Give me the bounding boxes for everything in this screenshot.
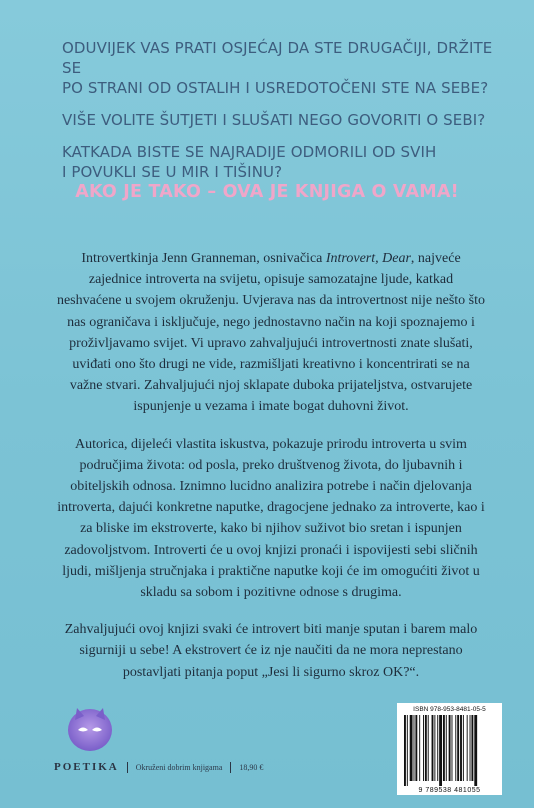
barcode-bar (449, 715, 451, 781)
barcode-bar (415, 715, 417, 781)
paragraph-1 (56, 248, 486, 418)
paragraph-1-start: Introvertkinja Jenn Granneman, osnivačica (81, 251, 326, 266)
barcode-bar (434, 715, 435, 781)
barcode-bar (428, 715, 429, 781)
barcode-bar (425, 715, 427, 781)
barcode-bar (437, 715, 438, 781)
barcode-bar (423, 715, 424, 781)
barcode-bar (432, 715, 434, 781)
book-title-reference: Introvert, Dear (325, 251, 411, 266)
headline: AKO JE TAKO – OVA JE KNJIGA O VAMA! (75, 182, 459, 202)
paragraph-2: Autorica, dijeleći vlastita iskustva, pokazuje prirodu introverta u svim područjima života: od posla, preko društvenog života, do ljubavnih i obiteljskih odnosa. Iznimno lucidno analizira potrebe i način djelovanja introverta, dajući konkretne naputke, dragocjene jednako za introverte, kao i za bliske im ekstroverte, kako bi njihov suživot bio sretan i ispunjen zadovoljstvom. Introverti će u ovoj knjizi pronaći i ispovijesti sebi sličnih ljudi, mišljenja stručnjaka i praktične naputke koji će im omogućiti život u skladu sa sobom i pozitivne odnose s drugima. (57, 436, 485, 601)
barcode-box (397, 703, 502, 795)
question-3: KATKADA BISTE SE NAJRADIJE ODMORILI OD SVIH I POVUKLI SE U MIR I TIŠINU? (62, 143, 437, 181)
barcode-icon (401, 714, 498, 786)
barcode-bar (414, 715, 415, 781)
footer-divider (127, 762, 128, 773)
isbn-label: ISBN 978-953-8481-05-5 (413, 706, 486, 713)
footer-divider (230, 762, 231, 773)
question-1: ODUVIJEK VAS PRATI OSJEĆAJ DA STE DRUGAČIJI, DRŽITE SE PO STRANI OD OSTALIH I USREDOTOČENI STE NA SEBE? (62, 39, 493, 97)
barcode-bar (460, 715, 462, 781)
barcode-bar (446, 715, 447, 781)
barcode-bar (439, 715, 442, 786)
barcode-bar (470, 715, 471, 781)
price: 18,90 € (239, 762, 264, 772)
barcode-digits: 9 789538 481055 (418, 787, 481, 794)
blurb (56, 248, 486, 699)
barcode-bar (457, 715, 459, 781)
barcode-bar (455, 715, 456, 781)
barcode-bar (474, 715, 477, 786)
publisher-footer (54, 760, 263, 774)
publisher-name: POETIKA (54, 761, 119, 773)
barcode-bar (443, 715, 445, 781)
cat-head-logo-icon (64, 702, 116, 754)
barcode-bar (452, 715, 453, 781)
barcode-bar (410, 715, 413, 781)
question-2: VIŠE VOLITE ŠUTJETI I SLUŠATI NEGO GOVORITI O SEBI? (62, 111, 486, 129)
paragraph-1-rest: , najveće zajednice introverta na svijetu, opisuje samozatajne ljude, katkad neshvaćene u svojem okruženju. Uvjerava nas da introvertnost nije nešto što nas ograničava i isključuje, nego jednostavno način na koji spoznajemo i proživljavamo svijet. Vi upravo zahvaljujući introvertnosti znate slušati, uviđati ono što drugi ne vide, razmišljati kreativno i koncentrirati se na važne stvari. Zahvaljujući njoj sklapate duboka prijateljstva, ostvarujete ispunjenje u vezama i imate bogat duhovni život. (56, 251, 486, 415)
paragraph-3: Zahvaljujući ovoj knjizi svaki će introvert biti manje sputan i barem malo sigurniji u sebe! A ekstrovert će iz nje naučiti da ne mora neprestano postavljati pitanja poput „Jesi li sigurno skroz OK?“. (64, 622, 478, 680)
barcode-bar (419, 715, 420, 781)
question-block (62, 38, 502, 194)
barcode-bar (463, 715, 464, 781)
barcode-bar (467, 715, 468, 781)
barcode-bar (471, 715, 473, 781)
publisher-slogan: Okruženi dobrim knjigama (135, 762, 223, 772)
barcode-bar (407, 715, 408, 786)
barcode-bar (404, 715, 406, 786)
